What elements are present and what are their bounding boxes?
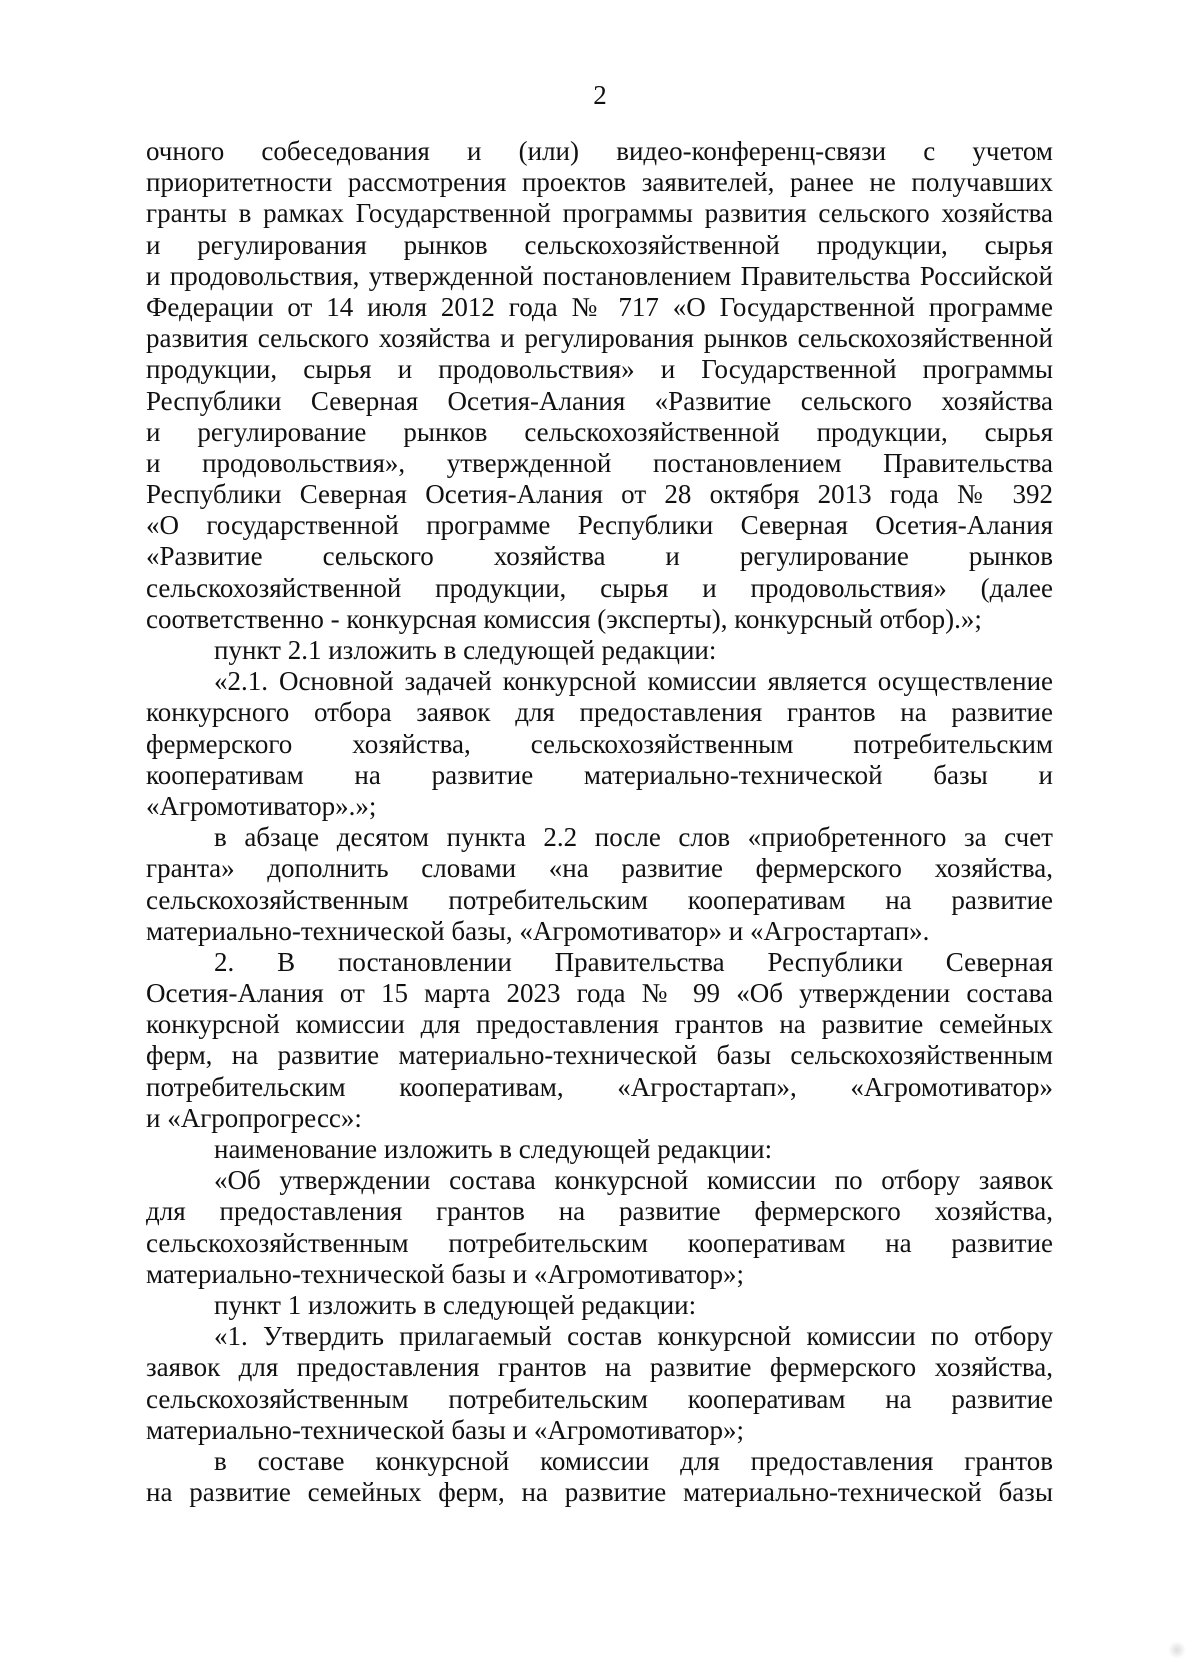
text-line: «1. Утвердить прилагаемый состав конкурсной комиссии по отбору (214, 1321, 1053, 1352)
text-line: ферм, на развитие материально-технической базы сельскохозяйственным (146, 1040, 1053, 1071)
text-line: Республики Северная Осетия-Алания «Развитие сельского хозяйства (146, 385, 1053, 416)
text-line: 2. В постановлении Правительства Республики Северная (214, 946, 1053, 977)
text-line: сельскохозяйственной продукции, сырья и продовольствия» (далее (146, 572, 1053, 603)
body-text (146, 136, 1053, 1508)
text-line: фермерского хозяйства, сельскохозяйственным потребительским (146, 728, 1053, 759)
text-line: «О государственной программе Республики Северная Осетия-Алания (146, 510, 1053, 541)
text-line: развития сельского хозяйства и регулирования рынков сельскохозяйственной (146, 323, 1053, 354)
text-line: «2.1. Основной задачей конкурсной комиссии является осуществление (214, 666, 1053, 697)
text-line: соответственно - конкурсная комиссия (эксперты), конкурсный отбор).»; (146, 603, 982, 634)
text-line: материально-технической базы и «Агромотиватор»; (146, 1258, 744, 1289)
text-line: и регулирования рынков сельскохозяйственной продукции, сырья (146, 229, 1053, 260)
text-line: заявок для предоставления грантов на развитие фермерского хозяйства, (146, 1352, 1053, 1383)
text-line: кооперативам на развитие материально-технической базы и (146, 759, 1053, 790)
text-line: наименование изложить в следующей редакции: (214, 1134, 773, 1164)
text-line: и продовольствия, утвержденной постановлением Правительства Российской (146, 260, 1053, 291)
text-line: приоритетности рассмотрения проектов заявителей, ранее не получавших (146, 167, 1053, 198)
text-line: сельскохозяйственным потребительским кооперативам на развитие (146, 1227, 1053, 1258)
scan-artifact (1168, 1641, 1186, 1659)
text-line: в абзаце десятом пункта 2.2 после слов «приобретенного за счет (214, 822, 1053, 853)
text-line: материально-технической базы, «Агромотиватор» и «Агростартап». (146, 915, 930, 946)
text-line: на развитие семейных ферм, на развитие материально-технической базы (146, 1477, 1053, 1508)
text-line: и «Агропрогресс»: (146, 1102, 362, 1133)
text-line: конкурсной комиссии для предоставления грантов на развитие семейных (146, 1009, 1053, 1040)
text-line: пункт 2.1 изложить в следующей редакции: (214, 635, 717, 665)
text-line: продукции, сырья и продовольствия» и Государственной программы (146, 354, 1053, 385)
page-number: 2 (593, 80, 607, 110)
text-line: потребительским кооперативам, «Агростартап», «Агромотиватор» (146, 1071, 1053, 1102)
text-line: «Развитие сельского хозяйства и регулирование рынков (146, 541, 1053, 572)
text-line: Республики Северная Осетия-Алания от 28 октября 2013 года № 392 (146, 479, 1053, 510)
text-line: Федерации от 14 июля 2012 года № 717 «О Государственной программе (146, 291, 1053, 322)
text-line: Осетия-Алания от 15 марта 2023 года № 99 «Об утверждении состава (146, 978, 1053, 1009)
text-line: «Об утверждении состава конкурсной комиссии по отбору заявок (214, 1165, 1053, 1196)
text-line: сельскохозяйственным потребительским кооперативам на развитие (146, 1383, 1053, 1414)
text-line: конкурсного отбора заявок для предоставления грантов на развитие (146, 697, 1053, 728)
text-line: и продовольствия», утвержденной постановлением Правительства (146, 447, 1053, 478)
text-line: пункт 1 изложить в следующей редакции: (214, 1289, 697, 1320)
text-line: сельскохозяйственным потребительским кооперативам на развитие (146, 884, 1053, 915)
text-line: в составе конкурсной комиссии для предоставления грантов (214, 1445, 1053, 1476)
text-line: материально-технической базы и «Агромотиватор»; (146, 1414, 744, 1445)
text-line: для предоставления грантов на развитие фермерского хозяйства, (146, 1196, 1053, 1227)
text-line: гранта» дополнить словами «на развитие фермерского хозяйства, (146, 853, 1053, 884)
text-line: гранты в рамках Государственной программы развития сельского хозяйства (146, 198, 1053, 229)
text-line: очного собеседования и (или) видео-конференц-связи с учетом (146, 136, 1053, 166)
text-line: и регулирование рынков сельскохозяйственной продукции, сырья (146, 416, 1053, 447)
text-line: «Агромотиватор».»; (146, 790, 377, 821)
